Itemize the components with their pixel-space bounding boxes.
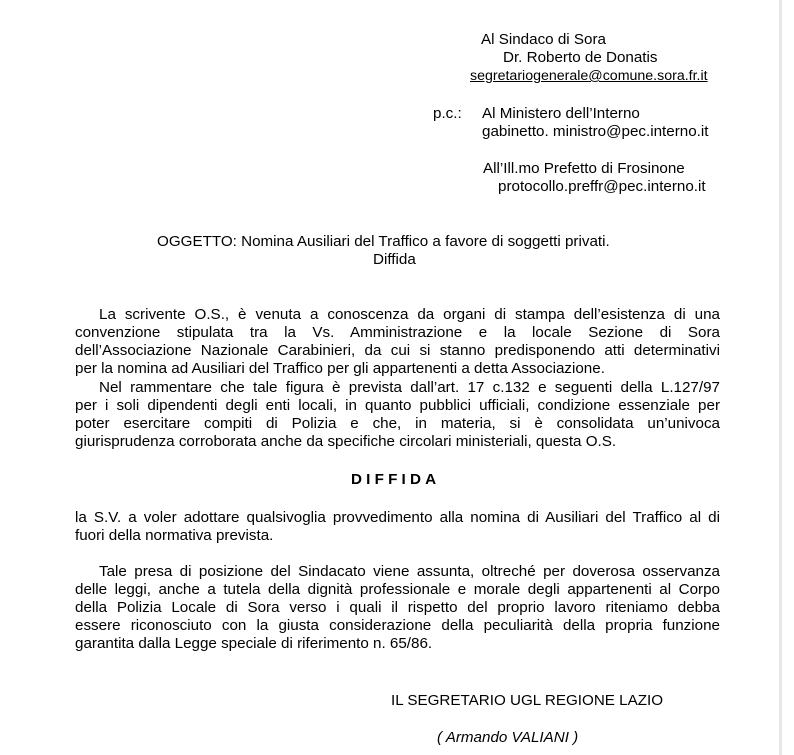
prefect-line: All’Ill.mo Prefetto di Frosinone — [483, 160, 685, 177]
cc-label: p.c.: — [433, 105, 462, 122]
signatory-role: IL SEGRETARIO UGL REGIONE LAZIO — [391, 692, 664, 709]
paragraph-line: per la nomina ad Ausiliari del Traffico per gli appartenenti a detta Associazione. — [75, 360, 605, 377]
paragraph-line: per i soli dipendenti degli enti locali, in quanto pubblici ufficiali, condizione essenziale per — [75, 397, 720, 414]
prefect-email: protocollo.preffr@pec.interno.it — [498, 178, 706, 195]
page-edge-divider — [779, 0, 782, 755]
paragraph-line: delle leggi, anche a tutela della dignità professionale e morale degli appartenenti al Corpo — [75, 581, 720, 598]
paragraph-line: fuori della normativa prevista. — [75, 527, 274, 544]
paragraph-line: convenzione stipulata tra la Vs. Amministrazione e la locale Sezione di Sora — [75, 324, 720, 341]
diffida-heading: DIFFIDA — [351, 471, 441, 488]
paragraph-line: poter esercitare compiti di Polizia e che, in materia, si è consolidata un’univoca — [75, 415, 720, 432]
paragraph-line: giurisprudenza corroborata anche da specifiche circolari ministeriali, questa O.S. — [75, 433, 617, 450]
mayor-email-link[interactable]: segretariogenerale@comune.sora.fr.it — [470, 68, 708, 84]
ministry-email: gabinetto. ministro@pec.interno.it — [482, 123, 709, 140]
subject-diffida: Diffida — [373, 251, 416, 268]
mayor-line: Al Sindaco di Sora — [481, 31, 606, 48]
paragraph-line: essere riconosciuto con la giusta considerazione della peculiarità della propria funzione — [75, 617, 720, 634]
paragraph-line: La scrivente O.S., è venuta a conoscenza da organi di stampa dell’esistenza di una — [99, 306, 720, 323]
paragraph-line: Nel rammentare che tale figura è prevista dall’art. 17 c.132 e seguenti della L.127/97 — [99, 379, 720, 396]
mayor-name: Dr. Roberto de Donatis — [503, 49, 658, 66]
paragraph-line: dell’Associazione Nazionale Carabinieri, da cui si stanno predisponendo atti determinativi — [75, 342, 720, 359]
signatory-name: ( Armando VALIANI ) — [437, 729, 579, 746]
ministry-line: Al Ministero dell’Interno — [482, 105, 640, 122]
subject-line: OGGETTO: Nomina Ausiliari del Traffico a favore di soggetti privati. — [157, 233, 610, 250]
paragraph-line: garantita dalla Legge speciale di riferimento n. 65/86. — [75, 635, 433, 652]
paragraph-line: la S.V. a voler adottare qualsivoglia provvedimento alla nomina di Ausiliari del Traffico al di — [75, 509, 720, 526]
paragraph-line: Tale presa di posizione del Sindacato viene assunta, oltreché per doverosa osservanza — [99, 563, 720, 580]
paragraph-line: della Polizia Locale di Sora verso i quali il rispetto del proprio lavoro riteniamo debba — [75, 599, 720, 616]
